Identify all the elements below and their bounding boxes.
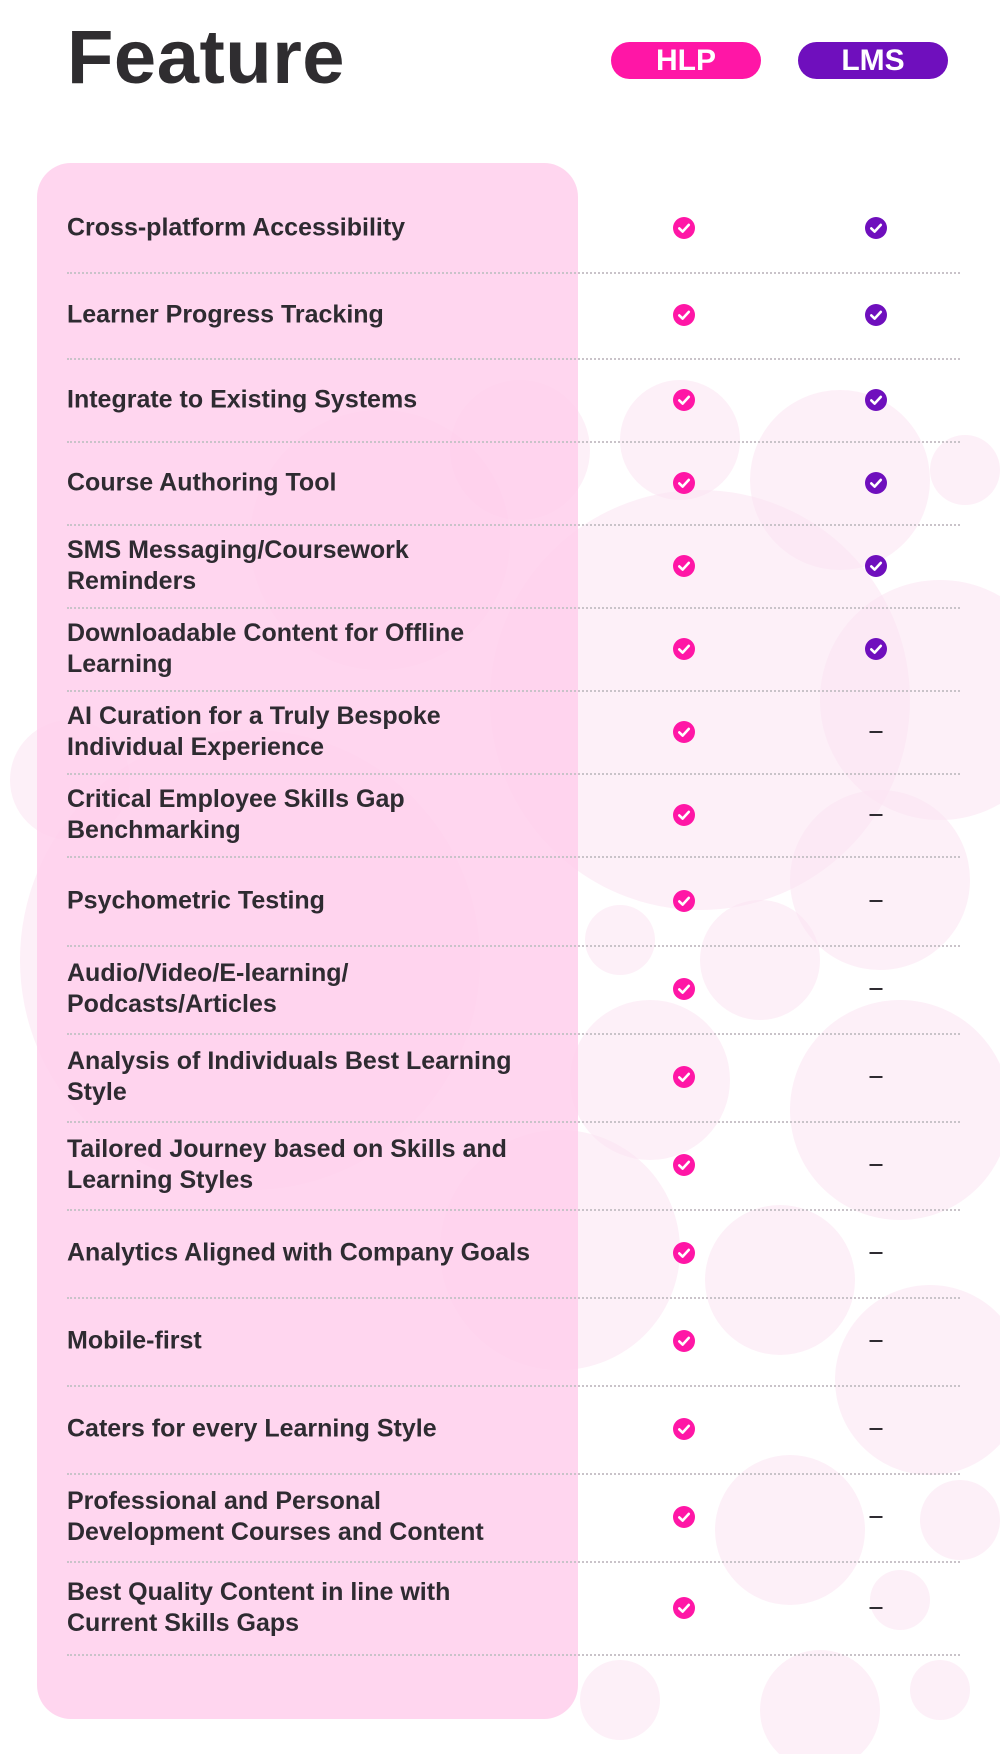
- lms-check-icon: [865, 472, 887, 494]
- table-row: [67, 1121, 960, 1211]
- table-row: [67, 773, 960, 858]
- hlp-check-icon: [673, 1597, 695, 1619]
- table-row: [67, 1209, 960, 1299]
- feature-label: Mobile-first: [67, 1326, 202, 1355]
- table-row: [67, 1297, 960, 1387]
- hlp-check-icon: [673, 389, 695, 411]
- table-row: [67, 358, 960, 443]
- table-row: [67, 1473, 960, 1563]
- check-circle-icon: [865, 304, 887, 326]
- check-circle-icon: [673, 389, 695, 411]
- table-row: [67, 1385, 960, 1475]
- feature-label: Analytics Aligned with Company Goals: [67, 1238, 531, 1267]
- table-row: [67, 524, 960, 609]
- table-row: [67, 1561, 960, 1656]
- feature-label: Downloadable Content for Offline Learning: [67, 618, 465, 678]
- feature-label: Psychometric Testing: [67, 886, 325, 914]
- lms-dash-icon: [870, 1340, 883, 1342]
- check-circle-icon: [673, 1066, 695, 1088]
- lms-check-icon: [865, 217, 887, 239]
- feature-label: Caters for every Learning Style: [67, 1414, 437, 1443]
- table-row: [67, 441, 960, 526]
- check-circle-icon: [673, 638, 695, 660]
- page-title: Feature: [67, 15, 346, 100]
- table-row: [67, 945, 960, 1035]
- hlp-check-icon: [673, 304, 695, 326]
- lms-dash-icon: [870, 988, 883, 990]
- table-row: [67, 690, 960, 775]
- lms-dash-icon: [870, 1428, 883, 1430]
- feature-label: Cross-platform Accessibility: [67, 213, 406, 241]
- feature-label: SMS Messaging/Coursework Reminders: [67, 535, 409, 595]
- lms-check-icon: [865, 638, 887, 660]
- hlp-check-icon: [673, 1418, 695, 1440]
- table-row: [67, 183, 960, 274]
- lms-column-badge: LMS: [798, 42, 948, 79]
- lms-dash-icon: [870, 1516, 883, 1518]
- check-circle-icon: [673, 804, 695, 826]
- hlp-check-icon: [673, 1242, 695, 1264]
- table-row: [67, 272, 960, 360]
- table-row: [67, 856, 960, 947]
- feature-label: Best Quality Content in line with Current Skills Gaps: [67, 1577, 451, 1637]
- lms-dash-icon: [870, 731, 883, 733]
- check-circle-icon: [865, 217, 887, 239]
- check-circle-icon: [673, 472, 695, 494]
- check-circle-icon: [673, 721, 695, 743]
- hlp-check-icon: [673, 217, 695, 239]
- hlp-check-icon: [673, 721, 695, 743]
- hlp-check-icon: [673, 555, 695, 577]
- check-circle-icon: [673, 1154, 695, 1176]
- feature-label: Learner Progress Tracking: [67, 300, 384, 329]
- hlp-column-badge: HLP: [611, 42, 761, 79]
- hlp-check-icon: [673, 804, 695, 826]
- lms-check-icon: [865, 304, 887, 326]
- check-circle-icon: [865, 472, 887, 494]
- hlp-check-icon: [673, 978, 695, 1000]
- hlp-check-icon: [673, 638, 695, 660]
- lms-dash-icon: [870, 900, 883, 902]
- check-circle-icon: [673, 217, 695, 239]
- table-row: [67, 607, 960, 692]
- feature-label: Tailored Journey based on Skills and Learning Styles: [67, 1135, 507, 1194]
- check-circle-icon: [865, 389, 887, 411]
- check-circle-icon: [673, 1242, 695, 1264]
- hlp-check-icon: [673, 1330, 695, 1352]
- lms-dash-icon: [870, 1164, 883, 1166]
- hlp-check-icon: [673, 890, 695, 912]
- check-circle-icon: [673, 1418, 695, 1440]
- check-circle-icon: [865, 555, 887, 577]
- check-circle-icon: [673, 890, 695, 912]
- lms-dash-icon: [870, 814, 883, 816]
- lms-dash-icon: [870, 1607, 883, 1609]
- lms-dash-icon: [870, 1076, 883, 1078]
- check-circle-icon: [673, 555, 695, 577]
- feature-label: Audio/Video/E-learning/ Podcasts/Articles: [67, 959, 349, 1018]
- lms-dash-icon: [870, 1252, 883, 1254]
- check-circle-icon: [673, 304, 695, 326]
- check-circle-icon: [673, 978, 695, 1000]
- check-circle-icon: [865, 638, 887, 660]
- feature-label: AI Curation for a Truly Bespoke Individual Experience: [67, 701, 441, 761]
- feature-label: Professional and Personal Development Courses and Content: [67, 1487, 484, 1546]
- hlp-check-icon: [673, 1506, 695, 1528]
- table-row: [67, 1033, 960, 1123]
- feature-label: Course Authoring Tool: [67, 468, 337, 496]
- check-circle-icon: [673, 1330, 695, 1352]
- feature-label: Critical Employee Skills Gap Benchmarking: [67, 784, 405, 844]
- lms-check-icon: [865, 389, 887, 411]
- feature-label: Analysis of Individuals Best Learning Style: [67, 1047, 512, 1106]
- check-circle-icon: [673, 1506, 695, 1528]
- hlp-check-icon: [673, 1154, 695, 1176]
- hlp-check-icon: [673, 472, 695, 494]
- lms-check-icon: [865, 555, 887, 577]
- feature-label: Integrate to Existing Systems: [67, 385, 418, 413]
- hlp-check-icon: [673, 1066, 695, 1088]
- check-circle-icon: [673, 1597, 695, 1619]
